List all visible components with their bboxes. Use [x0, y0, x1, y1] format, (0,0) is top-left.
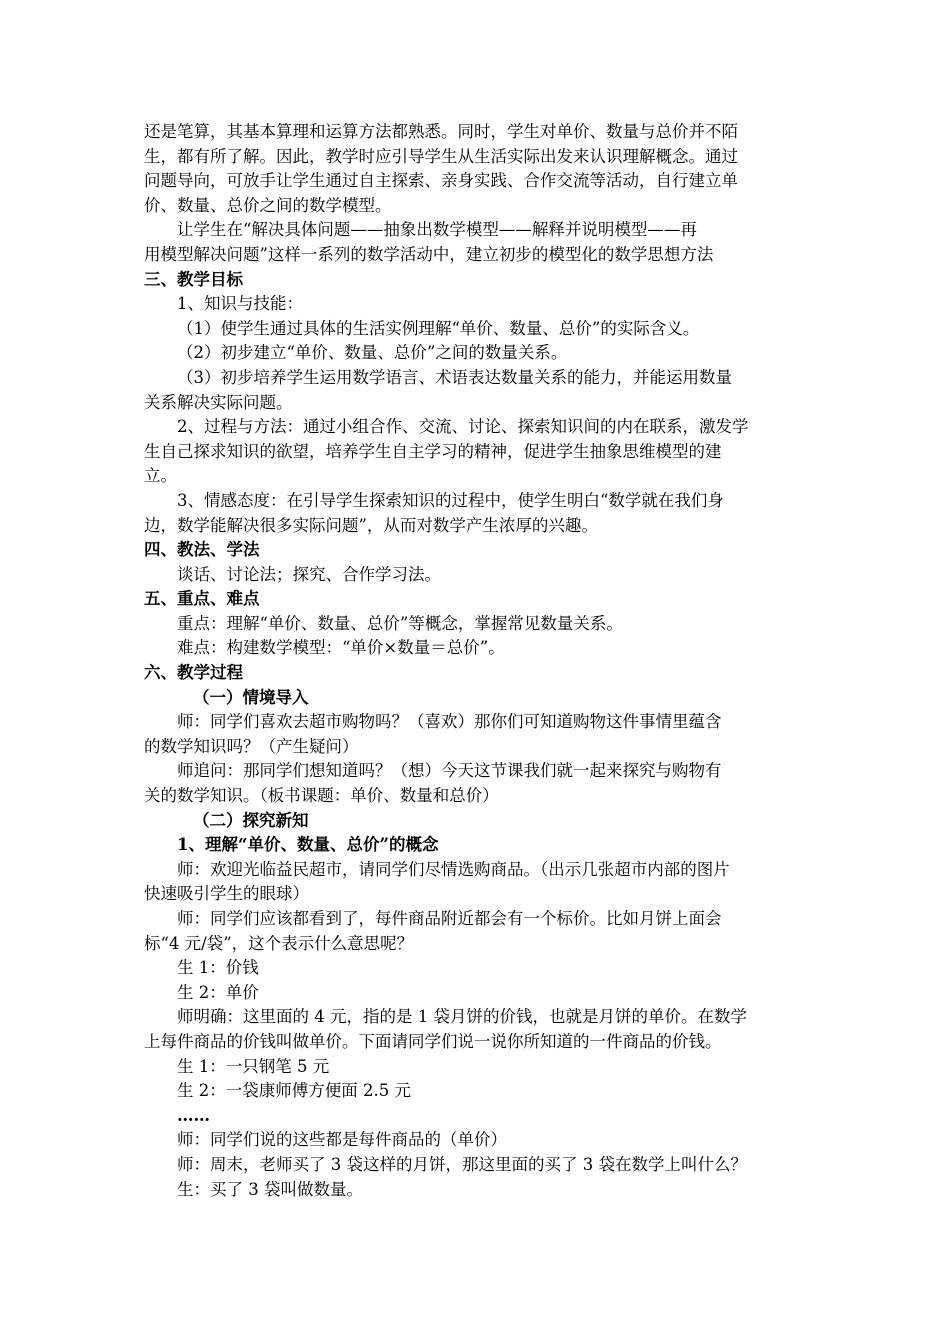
paragraph-line: 标“4 元/袋”，这个表示什么意思呢？ — [144, 933, 414, 953]
paragraph-line: 难点：构建数学模型：“单价×数量＝总价”。 — [177, 638, 505, 658]
paragraph-line: 边，数学能解决很多实际问题”，从而对数学产生浓厚的兴趣。 — [144, 515, 598, 535]
document-body — [144, 120, 812, 1202]
paragraph-line: 生 2：一袋康师傅方便面 2.5 元 — [177, 1081, 411, 1101]
section-heading: 三、教学目标 — [144, 269, 243, 289]
paragraph-line: 关的数学知识。（板书课题：单价、数量和总价） — [144, 786, 499, 806]
paragraph-line: 快速吸引学生的眼球） — [144, 884, 309, 904]
paragraph-line: （2）初步建立“单价、数量、总价”之间的数量关系。 — [177, 343, 568, 363]
paragraph-line: 生：买了 3 袋叫做数量。 — [177, 1179, 363, 1199]
paragraph-line: 师：同学们应该都看到了，每件商品附近都会有一个标价。比如月饼上面会 — [177, 909, 722, 928]
paragraph-line: 3、情感态度：在引导学生探索知识的过程中，使学生明白“数学就在我们身 — [177, 490, 724, 510]
paragraph-line: 生 1：一只钢笔 5 元 — [177, 1056, 330, 1076]
paragraph-line: 师明确：这里面的 4 元，指的是 1 袋月饼的价钱，也就是月饼的单价。在数学 — [177, 1007, 747, 1027]
section-heading: 六、教学过程 — [144, 663, 243, 683]
paragraph-line: 师追问：那同学们想知道吗？（想）今天这节课我们就一起来探究与购物有 — [177, 761, 722, 781]
paragraph-line: 1、知识与技能： — [177, 294, 303, 314]
paragraph-line: 师：同学们说的这些都是每件商品的（单价） — [177, 1130, 507, 1150]
paragraph-line: 师：欢迎光临益民超市，请同学们尽情选购商品。（出示几张超市内部的图片 — [177, 859, 730, 879]
paragraph-line: 价、数量、总价之间的数学模型。 — [144, 195, 392, 215]
paragraph-line: 问题导向，可放手让学生通过自主探索、亲身实践、合作交流等活动，自行建立单 — [144, 171, 738, 191]
paragraph-line: 生 2：单价 — [177, 982, 259, 1002]
paragraph-line: 师：周末，老师买了 3 袋这样的月饼，那这里面的买了 3 袋在数学上叫什么？ — [177, 1154, 747, 1174]
paragraph-line: 生 1：价钱 — [177, 958, 259, 978]
paragraph-line: （1）使学生通过具体的生活实例理解“单价、数量、总价”的实际含义。 — [177, 318, 700, 338]
section-heading: 1、理解“单价、数量、总价”的概念 — [177, 835, 439, 855]
section-heading: …… — [177, 1105, 210, 1125]
paragraph-line: 谈话、讨论法；探究、合作学习法。 — [177, 564, 441, 584]
paragraph-line: 关系解决实际问题。 — [144, 392, 293, 412]
paragraph-line: 师：同学们喜欢去超市购物吗？（喜欢）那你们可知道购物这件事情里蕴含 — [177, 712, 722, 732]
section-heading: 四、教法、学法 — [144, 540, 260, 560]
paragraph-line: 还是笔算，其基本算理和运算方法都熟悉。同时，学生对单价、数量与总价并不陌 — [144, 122, 738, 141]
section-heading: （一）情境导入 — [193, 687, 309, 707]
paragraph-line: 生自己探求知识的欲望，培养学生自主学习的精神，促进学生抽象思维模型的建 — [144, 441, 722, 461]
paragraph-line: 生，都有所了解。因此，教学时应引导学生从生活实际出发来认识理解概念。通过 — [144, 146, 738, 166]
paragraph-line: 用模型解决问题”这样一系列的数学活动中，建立初步的模型化的数学思想方法 — [144, 244, 714, 264]
paragraph-line: 上每件商品的价钱叫做单价。下面请同学们说一说你所知道的一件商品的价钱。 — [144, 1031, 722, 1051]
paragraph-line: 让学生在“解决具体问题——抽象出数学模型——解释并说明模型——再 — [177, 220, 697, 240]
paragraph-line: （3）初步培养学生运用数学语言、术语表达数量关系的能力，并能运用数量 — [177, 367, 732, 387]
section-heading: 五、重点、难点 — [144, 589, 260, 609]
section-heading: （二）探究新知 — [193, 810, 309, 830]
paragraph-line: 立。 — [144, 466, 177, 486]
paragraph-line: 重点：理解“单价、数量、总价”等概念，掌握常见数量关系。 — [177, 613, 623, 633]
paragraph-line: 的数学知识吗？（产生疑问） — [144, 736, 359, 756]
paragraph-line: 2、过程与方法：通过小组合作、交流、讨论、探索知识间的内在联系，激发学 — [177, 417, 749, 437]
